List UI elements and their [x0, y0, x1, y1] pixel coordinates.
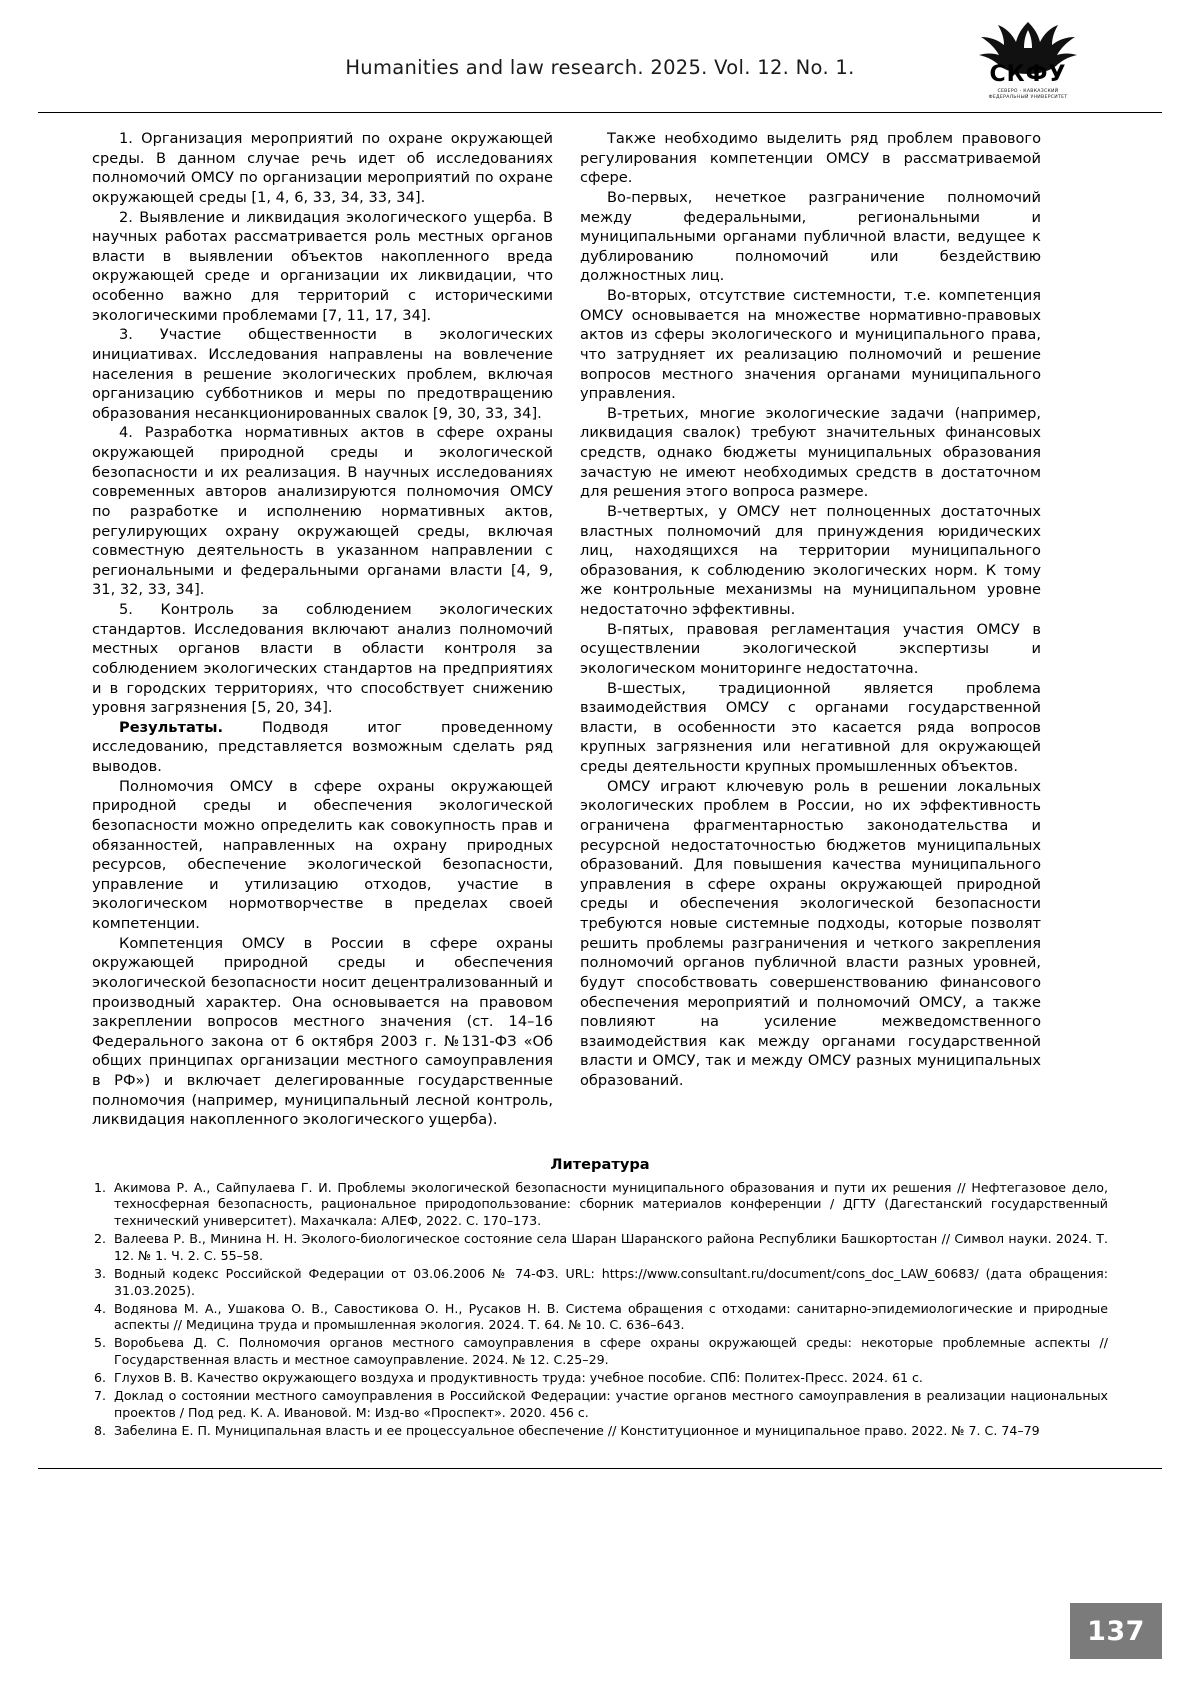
reference-text: Воробьева Д. С. Полномочия органов местного самоуправления в сфере охраны окружающей среды: некоторые проблемные аспекты // Государственная власть и местное самоуправление. 2024. № 12. С.25–29. — [114, 1335, 1108, 1367]
reference-item — [92, 1335, 1108, 1368]
reference-text: Водный кодекс Российской Федерации от 03.06.2006 № 74-ФЗ. URL: https://www.consultant.ru/document/cons_doc_LAW_60683/ (дата обращения: 31.03.2025). — [114, 1265, 1108, 1298]
paragraph: 3. Участие общественности в экологических инициативах. Исследования направлены на вовлечение населения в решение экологических проблем, включая организацию субботников и меры по предотвращению образования несанкционированных свалок [9, 30, 33, 34]. — [92, 326, 553, 422]
paragraph: Полномочия ОМСУ в сфере охраны окружающей природной среды и обеспечения экологической безопасности можно определить как совокупность прав и обязанностей, направленных на охрану природных ресурсов, обеспечение экологической безопасности, управление и утилизацию отходов, участие в экологическом нормотворчестве в пределах своей компетенции. — [92, 777, 553, 932]
logo-subtitle-line2: ФЕДЕРАЛЬНЫЙ УНИВЕРСИТЕТ — [988, 95, 1068, 101]
running-title: Humanities and law research. 2025. Vol. 12. No. 1. — [345, 55, 855, 79]
page-header — [38, 0, 1162, 112]
references-title: Литература — [550, 1155, 650, 1173]
reference-item — [92, 1180, 1108, 1230]
logo-abbreviation: СКФУ — [989, 62, 1067, 87]
left-column — [92, 129, 553, 1130]
reference-number: 6. — [93, 1370, 106, 1386]
paragraph: Компетенция ОМСУ в России в сфере охраны окружающей природной среды и обеспечения экологической безопасности носит децентрализованный и производный характер. Она основывается на правовом закреплении вопросов местного значения (ст. 14–16 Федерального закона от 6 октября 2003 г. №131-ФЗ «Об общих принципах организации местного самоуправления в РФ») и включает делегированные государственные полномочия (например, муниципальный лесной контроль, ликвидация накопленного экологического ущерба). — [92, 934, 553, 1129]
paragraph: ОМСУ играют ключевую роль в решении локальных экологических проблем в России, но их эффективность ограничена фрагментарностью законодательства и ресурсной недостаточностью бюджетов муниципальных образований. Для повышения качества муниципального управления в сфере охраны окружающей природной среды и обеспечения экологической безопасности требуются новые системные подходы, которые позволят решить проблемы разграничения и четкого закрепления полномочий органов публичной власти разных уровней, будут способствовать совершенствованию финансового обеспечения мероприятий и полномочий ОМСУ, а также повлияют на усиление межведомственного взаимодействия как между органами государственной власти и ОМСУ, так и между ОМСУ разных муниципальных образований. — [580, 777, 1041, 1089]
results-heading: Результаты. — [119, 718, 224, 736]
paragraph: 1. Организация мероприятий по охране окружающей среды. В данном случае речь идет об исследованиях полномочий ОМСУ по организации мероприятий по охране окружающей среды [1, 4, 6, 33, 34, 33, 34]. — [92, 130, 553, 206]
paragraph: 4. Разработка нормативных актов в сфере охраны окружающей природной среды и экологической безопасности и их реализация. В научных исследованиях современных авторов анализируются полномочия ОМСУ по разработке и исполнению нормативных актов, регулирующих охрану окружающей среды, включая совместную деятельность в указанном направлении с региональными и федеральными органами власти [4, 9, 31, 32, 33, 34]. — [92, 424, 553, 599]
paragraph: Также необходимо выделить ряд проблем правового регулирования компетенции ОМСУ в рассматриваемой сфере. — [580, 130, 1041, 187]
reference-item — [92, 1231, 1108, 1264]
paragraph: В-четвертых, у ОМСУ нет полноценных достаточных властных полномочий для принуждения юридических лиц, находящихся на территории муниципального образования, к соблюдению экологических норм. К тому же контрольные механизмы на муниципальном уровне недостаточно эффективны. — [580, 502, 1041, 618]
results-text: Подводя итог проведенному исследованию, представляется возможным сделать ряд выводов. — [92, 718, 553, 775]
reference-number: 4. — [93, 1300, 106, 1316]
logo-subtitle-line1: СЕВЕРО - КАВКАЗСКИЙ — [997, 89, 1059, 94]
reference-item — [92, 1370, 1108, 1387]
body-columns — [92, 129, 1108, 1130]
paragraph: В-шестых, традиционной является проблема взаимодействия ОМСУ с органами государственной власти, в особенности это касается ряда вопросов крупных загрязнения или негативной для окружающей среды деятельности крупных промышленных объектов. — [580, 679, 1041, 775]
reference-item — [92, 1423, 1108, 1440]
paragraph: В-пятых, правовая регламентация участия ОМСУ в осуществлении экологической экспертизы и экологическом мониторинге недостаточна. — [580, 620, 1041, 677]
paragraph: 5. Контроль за соблюдением экологических стандартов. Исследования включают анализ полномочий местных органов власти в области контроля за соблюдением экологических стандартов на предприятиях и в городских территориях, что способствует снижению уровня загрязнения [5, 20, 34]. — [92, 601, 553, 717]
reference-text: Забелина Е. П. Муниципальная власть и ее процессуальное обеспечение // Конституционное и муниципальное право. 2022. № 7. С. 74–79 — [114, 1422, 1040, 1438]
reference-text: Валеева Р. В., Минина Н. Н. Эколого-биологическое состояние села Шаран Шаранского района Республики Башкортостан // Символ науки. 2024. Т. 12. № 1. Ч. 2. С. 55–58. — [114, 1231, 1108, 1263]
reference-number: 1. — [93, 1179, 106, 1195]
reference-text: Глухов В. В. Качество окружающего воздуха и продуктивность труда: учебное пособие. СПб: Политех-Пресс. 2024. 61 с. — [114, 1370, 923, 1386]
reference-text: Акимова Р. А., Сайпулаева Г. И. Проблемы экологической безопасности муниципального образования и пути их решения // Нефтегазовое дело, техносферная безопасность, рациональное природопользование: сборник материалов конференции / ДГТУ (Дагестанский государственный технический университет). Махачкала: АЛЕФ, 2022. С. 170–173. — [114, 1179, 1108, 1229]
footer-divider — [38, 1468, 1162, 1469]
references-section — [92, 1156, 1108, 1440]
reference-number: 3. — [93, 1265, 106, 1281]
header-divider — [38, 112, 1162, 113]
university-logo — [958, 18, 1098, 104]
reference-number: 7. — [93, 1388, 106, 1404]
reference-number: 2. — [93, 1231, 106, 1247]
page-number-badge: 137 — [1070, 1603, 1162, 1659]
results-paragraph — [92, 718, 553, 777]
reference-text: Водянова М. А., Ушакова О. В., Савостикова О. Н., Русаков Н. В. Система обращения с отходами: санитарно-эпидемиологические и природные аспекты // Медицина труда и промышленная экология. 2024. Т. 64. № 10. С. 636–643. — [114, 1300, 1108, 1333]
paragraph: Во-первых, нечеткое разграничение полномочий между федеральными, региональными и муниципальными органами публичной власти, ведущее к дублированию полномочий или бездействию должностных лиц. — [580, 188, 1041, 285]
reference-text: Доклад о состоянии местного самоуправления в Российской Федерации: участие органов местного самоуправления в реализации национальных проектов / Под ред. К. А. Ивановой. М: Изд-во «Проспект». 2020. 456 с. — [114, 1388, 1108, 1420]
right-column — [580, 129, 1041, 1130]
reference-item — [92, 1301, 1108, 1334]
reference-item — [92, 1388, 1108, 1421]
reference-number: 8. — [93, 1422, 106, 1438]
paragraph: В-третьих, многие экологические задачи (например, ликвидация свалок) требуют значительных финансовых средств, однако бюджеты муниципальных образования зачастую не имеют необходимых средств в достаточном для решения этого вопроса размере. — [580, 404, 1041, 501]
reference-item — [92, 1266, 1108, 1299]
paragraph: 2. Выявление и ликвидация экологического ущерба. В научных работах рассматривается роль местных органов власти в выявлении объектов накопленного вреда окружающей среде и организации их ликвидации, что особенно важно для территорий с историческими экологическими проблемами [7, 11, 17, 34]. — [92, 208, 553, 324]
paragraph: Во-вторых, отсутствие системности, т.е. компетенция ОМСУ основывается на множестве нормативно-правовых актов из сферы экологического и муниципального права, что затрудняет их реализацию полномочий и решение вопросов местного значения органами муниципального управления. — [580, 287, 1041, 403]
reference-number: 5. — [93, 1335, 106, 1351]
